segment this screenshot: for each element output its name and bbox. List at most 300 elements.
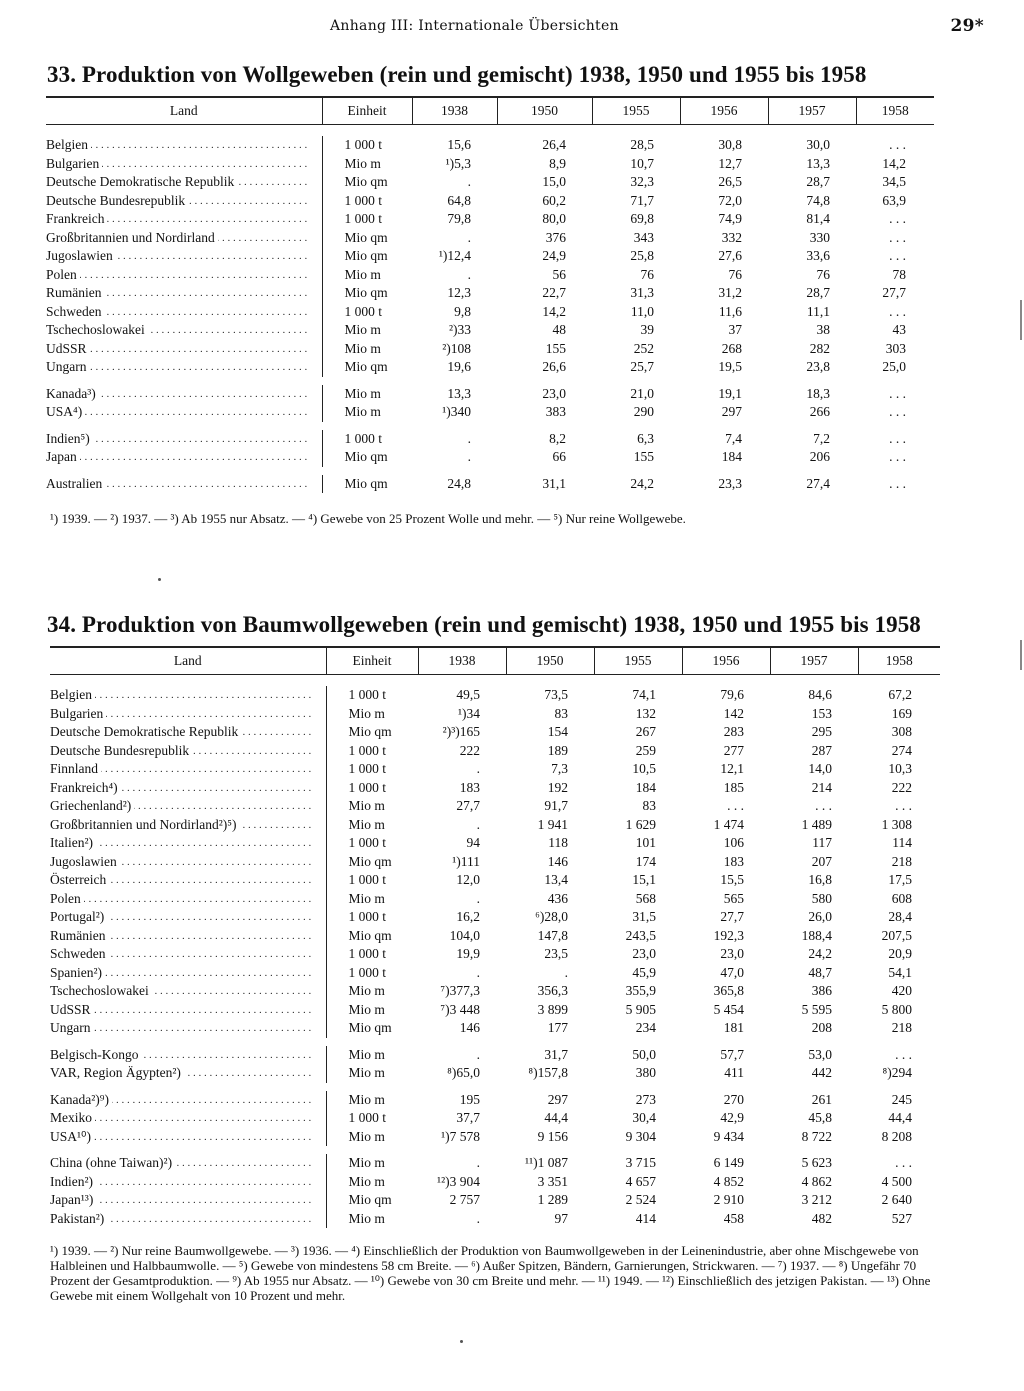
value-cell: 365,8 [713,983,744,998]
value-cell: 7,4 [725,430,742,446]
value-cell: 38 [816,322,830,337]
unit-cell: Mio m [322,385,412,404]
value-cell: 266 [809,404,830,419]
country-name: USA¹⁰) [50,1129,94,1144]
value-cell: 169 [891,705,912,721]
value-cell: 16,8 [808,872,832,887]
value-cell: 33,6 [806,248,830,263]
value-cell: 4 500 [881,1173,912,1189]
unit-cell: Mio m [326,816,418,835]
unit-cell: Mio qm [322,358,412,377]
scan-speck [158,578,161,581]
value-cell: 14,2 [542,303,566,319]
value-cell: 31,5 [632,909,656,924]
table-row [46,247,934,266]
value-cell: ⁸)65,0 [447,1065,480,1080]
country-name: Frankreich [46,211,107,226]
group-gap-row [46,422,934,430]
value-cell: 42,9 [720,1110,744,1125]
value-cell: 8,9 [549,155,566,171]
value-cell: 383 [545,404,566,419]
country-cell [50,890,326,909]
value-cell: 19,9 [456,946,480,961]
table-row [50,1128,940,1147]
value-cell: 207,5 [881,927,912,943]
country-name: Großbritannien und Nordirland²)⁵) [50,817,239,832]
value-cell: 277 [723,742,744,758]
value-cell: 411 [724,1065,744,1080]
country-name: Deutsche Demokratische Republik [46,174,237,189]
table-33-footnote: ¹) 1939. — ²) 1937. — ³) Ab 1955 nur Absatz. — ⁴) Gewebe von 25 Prozent Wolle und mehr. — ⁵) Nur reine Wollgewebe. [50,511,686,526]
value-cell: 76 [816,266,830,282]
value-cell: 4 657 [625,1173,656,1189]
value-cell: 53,0 [808,1046,832,1062]
country-name: UdSSR [50,1002,94,1017]
value-cell: 442 [811,1065,832,1080]
value-cell: 146 [459,1020,480,1035]
table-row [50,890,940,909]
country-cell [50,908,326,927]
value-cell: 8 722 [801,1128,832,1144]
column-header-einheit: Einheit [322,97,412,125]
value-cell: 192 [547,779,568,795]
value-cell: ⁸)157,8 [528,1065,568,1080]
value-cell: 208 [811,1020,832,1035]
country-cell [46,403,322,422]
value-cell: 44,4 [888,1110,912,1125]
value-cell: . [467,229,471,245]
table-row [46,173,934,192]
value-cell: 83 [554,705,568,721]
value-cell: 19,5 [718,359,742,374]
page-number: 29* [950,16,984,36]
country-name: UdSSR [46,341,90,356]
value-cell: 27,7 [456,798,480,813]
value-cell: 22,7 [542,285,566,300]
value-cell: 30,4 [632,1110,656,1125]
value-cell: 31,3 [630,285,654,300]
country-cell [50,1191,326,1210]
unit-cell: 1 000 t [322,430,412,449]
unit-cell: Mio m [326,1173,418,1192]
column-header-year: 1938 [412,97,497,125]
country-cell [50,1001,326,1020]
country-cell [50,1173,326,1192]
table-row [46,155,934,174]
value-cell: 8 208 [881,1128,912,1144]
country-cell [50,760,326,779]
spacer-row [50,675,940,687]
value-cell: . [476,1046,480,1062]
value-cell: 74,9 [718,211,742,226]
table-row [46,340,934,359]
country-name: Schweden [50,946,108,961]
value-cell: 30,8 [718,137,742,152]
value-cell: 23,5 [544,946,568,961]
value-cell: . . . [889,404,906,419]
value-cell: 290 [633,404,654,419]
value-cell: ⁸)294 [882,1065,912,1080]
value-cell: 5 454 [713,1001,744,1017]
unit-cell: 1 000 t [326,834,418,853]
value-cell: 5 595 [801,1001,832,1017]
value-cell: 84,6 [808,687,832,702]
table-row [46,430,934,449]
table-row [50,723,940,742]
value-cell: 218 [891,1020,912,1035]
value-cell: 261 [811,1091,832,1107]
value-cell: 23,0 [720,946,744,961]
unit-cell: Mio m [322,403,412,422]
country-cell [46,173,322,192]
table-34-title: 34. Produktion von Baumwollgeweben (rein und gemischt) 1938, 1950 und 1955 bis 1958 [47,612,921,637]
value-cell: 19,6 [447,359,471,374]
unit-cell: 1 000 t [326,964,418,983]
value-cell: . [476,1210,480,1226]
value-cell: 25,7 [630,359,654,374]
country-name: Bulgarien [50,706,106,721]
country-cell [50,1154,326,1173]
value-cell: 1 489 [801,816,832,832]
value-cell: 184 [635,779,656,795]
value-cell: 4 862 [801,1173,832,1189]
value-cell: 37 [728,322,742,337]
value-cell: 218 [891,853,912,869]
gap-cell [50,1038,940,1046]
table-row [50,853,940,872]
country-cell [50,723,326,742]
value-cell: ¹)340 [442,404,471,419]
value-cell: 31,1 [542,475,566,491]
country-name: Portugal²) [50,909,107,924]
country-name: Spanien²) [50,965,105,980]
value-cell: 9 156 [537,1128,568,1144]
value-cell: 30,0 [806,137,830,152]
country-cell [46,192,322,211]
value-cell: 206 [809,449,830,464]
value-cell: 303 [885,340,906,356]
country-cell [50,816,326,835]
value-cell: 243,5 [625,927,656,943]
unit-cell: Mio qm [322,247,412,266]
table-row [50,964,940,983]
value-cell: 195 [459,1091,480,1107]
table-row [50,982,940,1001]
group-gap-row [50,1038,940,1046]
value-cell: 60,2 [542,192,566,208]
value-cell: 44,4 [544,1110,568,1125]
country-name: Jugoslawien [50,854,120,869]
country-name: China (ohne Taiwan)²) [50,1155,175,1170]
country-name: Finnland [50,761,101,776]
country-name: Deutsche Bundesrepublik [50,743,192,758]
value-cell: . . . [895,798,912,813]
country-name: Tschechoslowakei [50,983,152,998]
country-cell [50,927,326,946]
value-cell: 12,7 [718,155,742,171]
value-cell: 222 [459,742,480,758]
value-cell: 580 [811,890,832,906]
value-cell: 1 941 [537,816,568,832]
unit-cell: Mio qm [326,1019,418,1038]
unit-cell: Mio m [326,890,418,909]
unit-cell: Mio m [326,797,418,816]
value-cell: 27,4 [806,475,830,491]
value-cell: 23,8 [806,359,830,374]
value-cell: ⁷)3 448 [440,1001,480,1017]
value-cell: 6 149 [713,1155,744,1170]
unit-cell: 1 000 t [326,1109,418,1128]
table-row [50,908,940,927]
value-cell: 527 [891,1210,912,1226]
value-cell: 565 [723,890,744,906]
value-cell: 183 [459,779,480,795]
value-cell: 71,7 [630,192,654,208]
unit-cell: Mio m [326,1210,418,1229]
country-name: Deutsche Demokratische Republik [50,724,241,739]
value-cell: 24,9 [542,248,566,263]
country-name: Japan [46,449,80,464]
table-34-cotton-fabrics [50,646,940,1228]
value-cell: 83 [642,798,656,813]
value-cell: 28,5 [630,137,654,152]
country-cell [50,1109,326,1128]
value-cell: 147,8 [537,927,568,943]
value-cell: 32,3 [630,174,654,189]
country-cell [50,797,326,816]
value-cell: . . . [895,1155,912,1170]
group-gap-row [46,467,934,475]
spacer-row [46,125,934,137]
value-cell: . . . [889,475,906,491]
table-row [50,816,940,835]
gap-cell [50,1146,940,1154]
value-cell: 26,5 [718,174,742,189]
value-cell: ²)³)165 [442,724,480,739]
value-cell: 69,8 [630,211,654,226]
unit-cell: 1 000 t [326,908,418,927]
value-cell: 15,5 [720,872,744,887]
country-cell [50,779,326,798]
value-cell: 104,0 [449,927,480,943]
value-cell: 78 [892,266,906,282]
column-header-year: 1950 [506,647,594,675]
value-cell: 23,0 [632,946,656,961]
country-name: Pakistan²) [50,1211,107,1226]
country-cell [46,385,322,404]
country-cell [50,742,326,761]
value-cell: 5 905 [625,1001,656,1017]
spacer-cell [46,125,934,137]
value-cell: . . . [889,229,906,245]
table-row [50,1019,940,1038]
value-cell: 56 [552,266,566,282]
value-cell: ²)33 [448,322,471,337]
value-cell: 1 474 [713,816,744,832]
gap-cell [46,422,934,430]
value-cell: . . . [727,798,744,813]
value-cell: 27,7 [882,285,906,300]
country-cell [46,266,322,285]
column-header-year: 1955 [594,647,682,675]
value-cell: 9,8 [454,303,471,319]
value-cell: 106 [723,835,744,850]
group-gap-row [46,377,934,385]
value-cell: 79,8 [447,211,471,226]
table-row [46,266,934,285]
table-row [50,1064,940,1083]
value-cell: 13,3 [447,385,471,401]
value-cell: . [476,761,480,776]
value-cell: 13,4 [544,872,568,887]
country-cell [46,247,322,266]
value-cell: . [564,964,568,980]
gap-cell [50,1083,940,1091]
value-cell: 283 [723,724,744,739]
country-name: Frankreich⁴) [50,780,121,795]
value-cell: 376 [545,229,566,245]
value-cell: 267 [635,724,656,739]
value-cell: 8,2 [549,430,566,446]
country-name: Ungarn [46,359,90,374]
unit-cell: Mio m [326,1154,418,1173]
value-cell: 252 [633,340,654,356]
unit-cell: Mio m [322,266,412,285]
value-cell: 27,7 [720,909,744,924]
country-cell [46,475,322,494]
table-row [50,760,940,779]
value-cell: 436 [547,890,568,906]
value-cell: 57,7 [720,1046,744,1062]
country-cell [46,321,322,340]
value-cell: 343 [633,229,654,245]
value-cell: 11,1 [806,303,830,319]
unit-cell: Mio qm [326,1191,418,1210]
unit-cell: Mio qm [322,284,412,303]
unit-cell: 1 000 t [326,686,418,705]
value-cell: 295 [811,724,832,739]
table-row [46,303,934,322]
value-cell: 185 [723,779,744,795]
unit-cell: Mio qm [322,173,412,192]
value-cell: 27,6 [718,248,742,263]
value-cell: 5 623 [801,1155,832,1170]
value-cell: 26,0 [808,909,832,924]
value-cell: 101 [635,835,656,850]
value-cell: 14,2 [882,155,906,171]
value-cell: 10,7 [630,155,654,171]
country-name: Belgisch-Kongo [50,1047,142,1062]
column-header-year: 1958 [858,647,940,675]
country-name: Bulgarien [46,156,102,171]
value-cell: 74,1 [632,687,656,702]
country-name: Rumänien [46,285,105,300]
country-cell [50,1019,326,1038]
value-cell: 13,3 [806,155,830,171]
value-cell: 1 308 [881,816,912,832]
value-cell: 308 [891,724,912,739]
unit-cell: 1 000 t [326,945,418,964]
value-cell: 245 [891,1091,912,1107]
unit-cell: Mio qm [322,229,412,248]
gap-cell [46,467,934,475]
column-header-einheit: Einheit [326,647,418,675]
column-header-land: Land [169,103,198,118]
value-cell: 64,8 [447,192,471,208]
value-cell: 10,5 [632,761,656,776]
value-cell: 10,3 [888,761,912,776]
group-gap-row [50,1083,940,1091]
unit-cell: Mio qm [322,448,412,467]
table-row [50,1191,940,1210]
value-cell: . . . [895,1046,912,1062]
country-cell [50,705,326,724]
table-row [50,927,940,946]
value-cell: 118 [548,835,568,850]
value-cell: . . . [889,211,906,226]
value-cell: 37,7 [456,1110,480,1125]
table-row [50,1210,940,1229]
value-cell: 270 [723,1091,744,1107]
value-cell: . . . [889,385,906,401]
unit-cell: Mio m [326,1001,418,1020]
value-cell: 15,0 [542,174,566,189]
country-name: Ungarn [50,1020,94,1035]
value-cell: . . . [889,430,906,446]
value-cell: 274 [891,742,912,758]
unit-cell: 1 000 t [326,871,418,890]
value-cell: 287 [811,742,832,758]
value-cell: 76 [640,266,654,282]
unit-cell: Mio m [326,1091,418,1110]
value-cell: 15,1 [632,872,656,887]
unit-cell: 1 000 t [322,192,412,211]
country-cell [50,1210,326,1229]
country-cell [50,1064,326,1083]
table-row [46,136,934,155]
value-cell: 132 [635,705,656,721]
table-34-footnote: ¹) 1939. — ²) Nur reine Baumwollgewebe. — ³) 1936. — ⁴) Einschließlich der Produktion von Baumwollgeweben in der Leinenindustrie, aber ohne Mischgewebe von Halbleinen und Halbbaumwolle. — ⁵) Gewebe von mindestens 58 cm Breite. — ⁶) Außer Spitzen, Bändern, Garnierungen, Strickwaren. — ⁷) 1937. — ⁸) Ungefähr 70 Prozent der Gesamtproduktion. — ⁹) Ab 1955 nur Absatz. — ¹⁰) Gewebe von 30 cm Breite und mehr. — ¹¹) 1949. — ¹²) Einschließlich des jetzigen Pakistan. — ¹³) Ohne Gewebe mit einem Wollgehalt von 10 Prozent und mehr. [50,1243,931,1303]
unit-cell: Mio qm [326,927,418,946]
country-cell [50,1091,326,1110]
table-row [50,834,940,853]
value-cell: 386 [811,983,832,998]
value-cell: 297 [547,1091,568,1107]
value-cell: 39 [640,322,654,337]
country-name: Kanada²)⁹) [50,1092,112,1107]
country-name: Österreich [50,872,109,887]
column-header-land: Land [173,653,202,668]
column-header-year: 1950 [497,97,592,125]
value-cell: 74,8 [806,192,830,208]
value-cell: 72,0 [718,192,742,208]
scan-edge-mark [1020,300,1022,340]
value-cell: 9 304 [625,1128,656,1144]
spacer-cell [50,675,940,687]
value-cell: 114 [892,835,912,850]
country-cell [46,430,322,449]
country-cell [50,834,326,853]
value-cell: 47,0 [720,964,744,980]
value-cell: 155 [633,449,654,464]
value-cell: 50,0 [632,1046,656,1062]
table-33-header-row [46,97,934,125]
table-33-wool-fabrics [46,96,934,493]
value-cell: 297 [721,404,742,419]
column-header-year: 1956 [680,97,768,125]
table-row [46,229,934,248]
value-cell: 355,9 [625,983,656,998]
